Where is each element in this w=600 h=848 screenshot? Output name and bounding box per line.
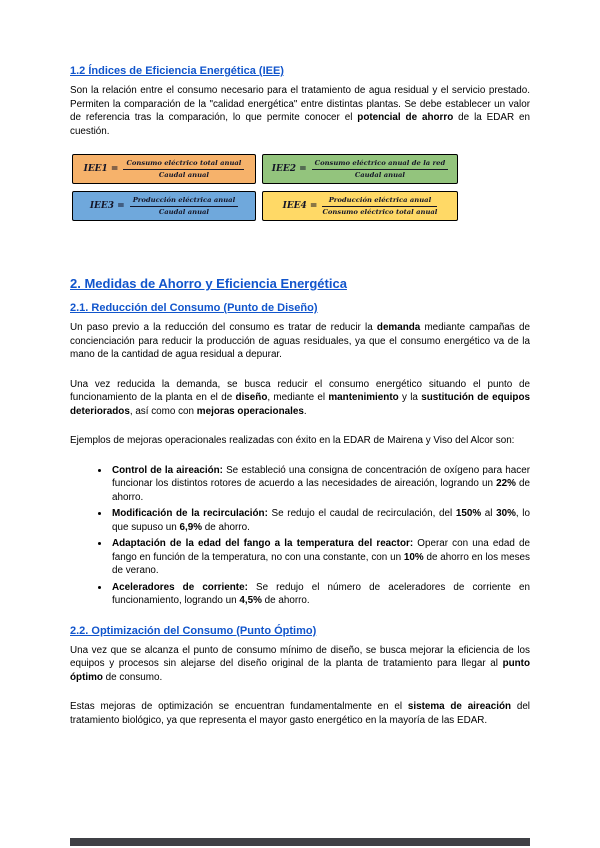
- heading-2-2-optimizacion: 2.2. Optimización del Consumo (Punto Óptimo): [70, 624, 317, 637]
- section-iee-indices: [70, 64, 530, 221]
- formula-box-iee3: [72, 191, 256, 221]
- list-item-modificacion-recirculacion: • Modificación de la recirculación: Se redujo el caudal de recirculación, del 150% al 30%, lo que supuso un 6,9% de ahorro.: [110, 507, 530, 534]
- paragraph-optimizacion-1: Una vez que se alcanza el punto de consumo mínimo de diseño, se busca mejorar la eficiencia de los equipos y procesos sin alejarse del diseño original de la planta de tratamiento para llegar al punto óptimo de consumo.: [70, 644, 530, 683]
- formula-iee2-fraction: [312, 158, 449, 180]
- formula-iee2-numerator: Consumo eléctrico anual de la red: [312, 158, 449, 170]
- list-item-control-aireacion: • Control de la aireación: Se estableció una consigna de concentración de oxígeno para hacer funcionar los distintos rotores de acuerdo a las necesidades de aireación, logrando un 22% de ahorro.: [110, 464, 530, 505]
- formula-iee2-label: IEE2 =: [271, 164, 307, 174]
- formula-iee2-denominator: Caudal anual: [354, 171, 405, 179]
- heading-2-medidas: 2. Medidas de Ahorro y Eficiencia Energética: [70, 276, 347, 291]
- formula-iee4-fraction: [322, 195, 437, 217]
- formula-grid: [72, 154, 530, 221]
- formula-iee4-label: IEE4 =: [282, 201, 318, 211]
- formula-box-iee4: [262, 191, 458, 221]
- formula-iee4-numerator: Producción eléctrica anual: [322, 195, 437, 207]
- formula-iee1-fraction: [123, 158, 244, 180]
- cropped-image-top-edge: [70, 838, 530, 846]
- formula-iee4-denominator: Consumo eléctrico total anual: [322, 208, 438, 216]
- heading-2-1-reduccion: 2.1. Reducción del Consumo (Punto de Diseño): [70, 302, 318, 314]
- formula-box-iee2: [262, 154, 458, 184]
- formula-iee3-numerator: Producción eléctrica anual: [130, 195, 238, 207]
- formula-iee1-label: IEE1 =: [83, 164, 119, 174]
- mejoras-bullet-list: [70, 464, 530, 608]
- heading-1-2-indices: 1.2 Índices de Eficiencia Energética (IEE): [70, 65, 284, 77]
- formula-iee1-denominator: Caudal anual: [158, 171, 209, 179]
- paragraph-reduccion-2: Una vez reducida la demanda, se busca reducir el consumo energético situando el punto de funcionamiento de la planta en el de diseño, mediante el mantenimiento y la sustitución de equipos deteriorados, así como con mejoras operacionales.: [70, 378, 530, 417]
- list-item-aceleradores-corriente: • Aceleradores de corriente: Se redujo el número de aceleradores de corriente en funcionamiento, logrando un 4,5% de ahorro.: [110, 581, 530, 608]
- paragraph-reduccion-1: Un paso previo a la reducción del consumo es tratar de reducir la demanda mediante campañas de concienciación para reducir la producción de aguas residuales, ya que el consumo energético va de la mano de la cantidad de agua residual a depurar.: [70, 322, 530, 360]
- section-medidas-ahorro: [70, 275, 530, 727]
- list-item-adaptacion-edad-fango: • Adaptación de la edad del fango a la temperatura del reactor: Operar con una edad de fango en función de la temperatura, no con una constante, con un 10% de ahorro en los meses de verano.: [110, 537, 530, 578]
- paragraph-reduccion-3: Ejemplos de mejoras operacionales realizadas con éxito en la EDAR de Mairena y Viso del Alcor son:: [70, 435, 515, 446]
- formula-iee3-fraction: [130, 195, 238, 217]
- paragraph-optimizacion-2: Estas mejoras de optimización se encuentran fundamentalmente en el sistema de aireación del tratamiento biológico, ya que representa el mayor gasto energético en la mayoría de las EDAR.: [70, 701, 531, 726]
- formula-iee1-numerator: Consumo eléctrico total anual: [123, 158, 244, 170]
- formula-box-iee1: [72, 154, 256, 184]
- formula-iee3-label: IEE3 =: [89, 201, 125, 211]
- paragraph-iee-intro: Son la relación entre el consumo necesario para el tratamiento de agua residual y el servicio prestado. Permiten la comparación de la "calidad energética" entre distintas plantas. Se debe establecer un valor de referencia tras la comparación, lo que permite conocer el potencial de ahorro de la EDAR en cuestión.: [70, 85, 530, 137]
- formula-iee3-denominator: Caudal anual: [158, 208, 209, 216]
